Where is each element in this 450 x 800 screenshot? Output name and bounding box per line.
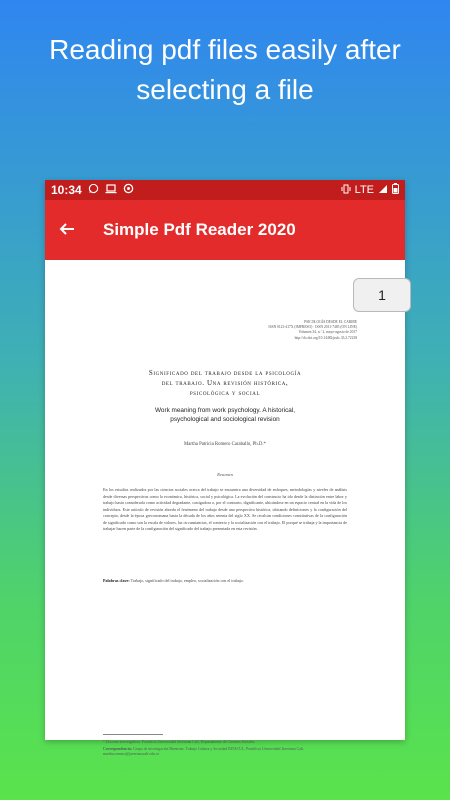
keywords-text: Trabajo, significado del trabajo, empleo, socialización con el trabajo. <box>130 578 244 583</box>
title-es-line: del trabajo. Una revisión histórica, <box>161 379 289 387</box>
status-bar <box>45 180 405 200</box>
whatsapp-icon <box>88 183 99 197</box>
page-indicator[interactable]: 1 <box>353 278 411 312</box>
network-label: LTE <box>354 184 374 196</box>
laptop-icon <box>105 184 117 197</box>
article-title-en <box>95 406 355 424</box>
vibrate-icon <box>341 184 351 197</box>
app-bar <box>45 200 405 260</box>
article-title-es <box>85 368 365 398</box>
status-time: 10:34 <box>51 183 82 197</box>
footnote-divider <box>103 734 163 735</box>
title-en-line: Work meaning from work psychology. A historical, <box>154 407 296 414</box>
footnote-2-text: Grupo de investigación Bienestar, Trabajo Cultura y Sociedad BITACUL, Pontificia Universidad Javeriana Cali. martha.romero@javerianacali.edu.co <box>103 746 304 757</box>
arrow-left-icon[interactable] <box>59 217 103 243</box>
status-right <box>341 183 399 197</box>
sync-icon <box>123 183 134 197</box>
keywords <box>103 578 347 585</box>
pdf-viewer[interactable] <box>45 260 405 757</box>
promo-headline-line-1: Reading pdf files easily after <box>49 34 401 65</box>
footnote-1: * Docente investigadora. Pontificia Universidad Javeriana Cali, Departamento de Ciencias Sociales. <box>103 740 256 744</box>
article-author: Martha Patricia Romero Caraballo, Ph.D.* <box>184 442 266 447</box>
title-es-line: Significado del trabajo desde la psicología <box>148 369 302 377</box>
promo-headline <box>0 30 450 110</box>
abstract-heading: Resumen <box>217 472 233 477</box>
signal-icon <box>378 184 388 197</box>
promo-headline-line-2: selecting a file <box>136 74 314 105</box>
meta-line: PSICOLOGÍA DESDE EL CARIBE <box>304 320 357 324</box>
footnotes <box>103 740 347 759</box>
title-en-line: psychological and sociological revision <box>170 416 280 423</box>
phone-screen <box>45 180 405 757</box>
app-title: Simple Pdf Reader 2020 <box>103 220 296 239</box>
keywords-label: Palabras clave: <box>103 578 130 583</box>
title-es-line: psicológica y social <box>189 389 261 397</box>
meta-line: http://dx.doi.org/10.14482/psdc.33.2.72238 <box>294 335 357 340</box>
journal-meta <box>247 320 357 341</box>
footnote-2-label: Correspondencia: <box>103 746 133 751</box>
meta-line: Volumen 34, n.º 2, mayo-agosto de 2017 <box>298 330 357 335</box>
meta-line: ISSN 0123-417X (IMPRESO) · ISSN 2011-7485 (ON LINE) <box>268 325 357 330</box>
footnote-2 <box>103 747 347 758</box>
abstract-text: En los estudios realizados por las ciencias sociales acerca del trabajo se encuentra una diversidad de enfoques, metodologías y niveles de análisis desde diversas perspectivas como la económica, histórica, social y psicológica. La evolución del constructo ha ido desde la distinción entre labor y trabajo hasta considerarla como actividad degradante, castigadora o, por el contrario, dignificante, ubicándose en un espacio central en la vida de los individuos. Este artículo de revisión aborda el fenómeno del trabajo desde una perspectiva histórica, ubicando definiciones y la configuración del concepto, desde la época grecorromana hasta la década de los años setenta del siglo XX. Se recalcan condiciones constitutivas de la configuración de significado como son la escala de valores, las circunstancias, el contexto y la socialización con el trabajo. El porqué se trabaja y la importancia de trabajar hacen parte de la configuración del significado del trabajo presentada en esta revisión. <box>103 487 347 531</box>
battery-icon <box>392 183 399 197</box>
